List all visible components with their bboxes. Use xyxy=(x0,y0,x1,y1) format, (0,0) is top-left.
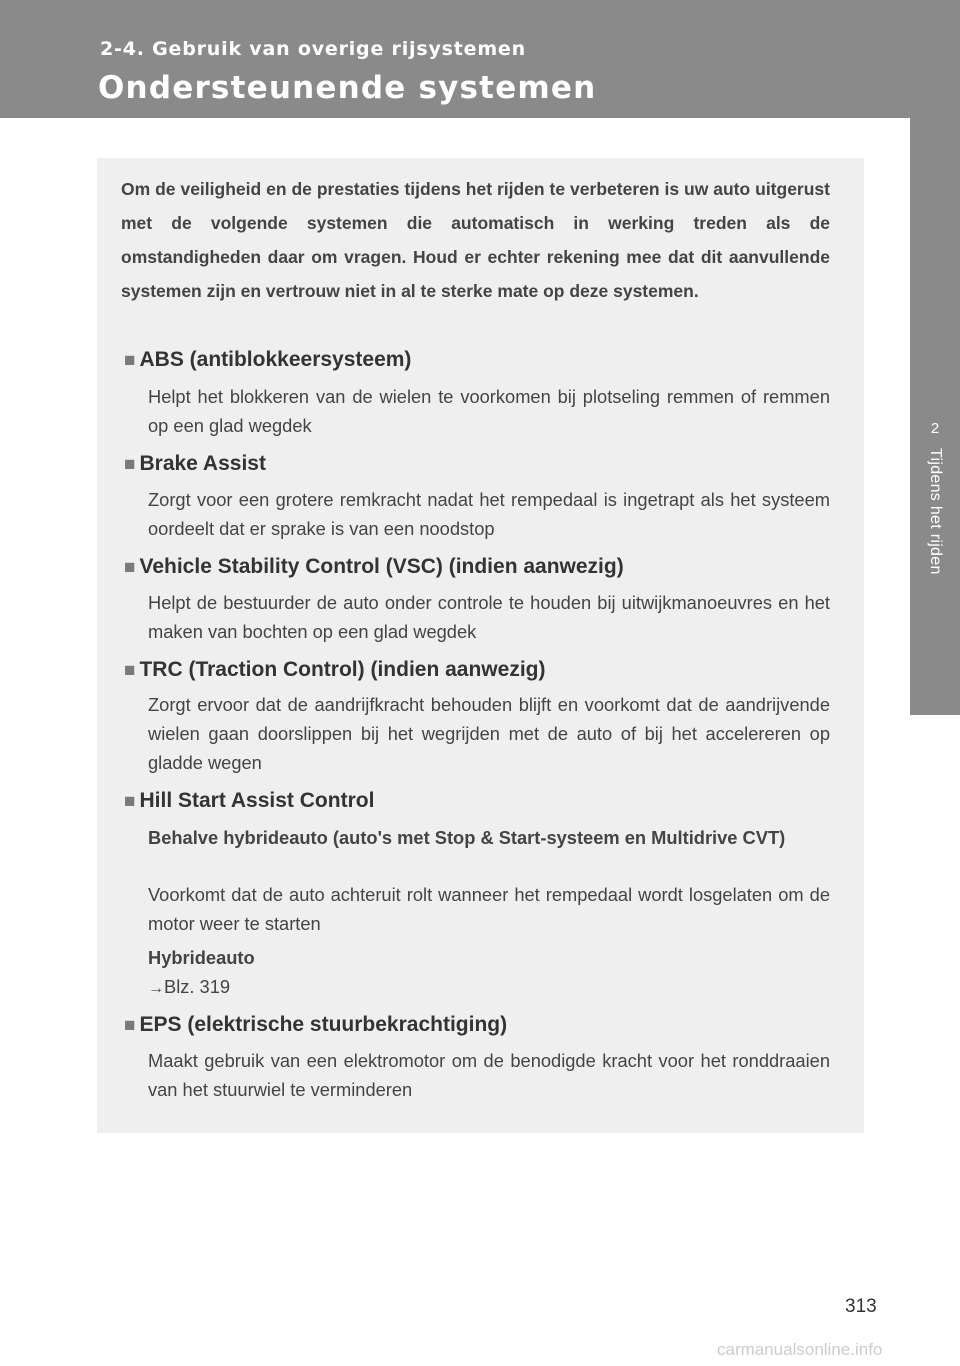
section-text-eps: Maakt gebruik van een elektromotor om de benodigde kracht voor het ronddraaien van het stuurwiel te verminderen xyxy=(148,1050,830,1100)
intro-paragraph: Om de veiligheid en de prestaties tijdens het rijden te verbeteren is uw auto uitgerust met de volgende systemen die automatisch in werking treden als de omstandigheden daar om vragen. Houd er echter rekening mee dat dit aanvullende systemen zijn en vertrouw niet in al te sterke mate op deze systemen. xyxy=(121,179,830,301)
hill-start-sub-label-non-hybrid: Behalve hybrideauto (auto's met Stop & Start-systeem en Multidrive CVT) xyxy=(148,827,786,848)
section-title-hill-start: ■ Hill Start Assist Control xyxy=(124,789,375,812)
section-title-brake-assist: ■ Brake Assist xyxy=(124,452,266,475)
square-bullet-icon: ■ xyxy=(124,454,136,475)
chapter-header xyxy=(0,0,960,118)
section-title-abs: ■ ABS (antiblokkeersysteem) xyxy=(124,348,412,371)
section-title-eps: ■ EPS (elektrische stuurbekrachtiging) xyxy=(124,1013,508,1036)
square-bullet-icon: ■ xyxy=(124,350,136,371)
section-text-brake-assist: Zorgt voor een grotere remkracht nadat het rempedaal is ingetrapt als het systeem oordeelt dat er sprake is van een noodstop xyxy=(148,489,830,539)
chapter-label: Tijdens het rijden xyxy=(927,448,944,575)
square-bullet-icon: ■ xyxy=(124,1015,136,1036)
chapter-side-tab xyxy=(910,118,960,715)
page-title: Ondersteunende systemen xyxy=(98,70,597,106)
chapter-number: 2 xyxy=(930,420,940,437)
section-text-trc: Zorgt ervoor dat de aandrijfkracht behouden blijft en voorkomt dat de aandrijvende wielen gaan doorslippen bij het wegrijden met de auto of bij het accelereren op gladde wegen xyxy=(148,694,830,773)
section-title-trc: ■ TRC (Traction Control) (indien aanwezig) xyxy=(124,658,546,681)
watermark: carmanualsonline.info xyxy=(717,1340,883,1359)
section-text-vsc: Helpt de bestuurder de auto onder controle te houden bij uitwijkmanoeuvres en het maken van bochten op een glad wegdek xyxy=(148,592,830,642)
arrow-right-icon: → xyxy=(148,980,164,997)
square-bullet-icon: ■ xyxy=(124,791,136,812)
square-bullet-icon: ■ xyxy=(124,557,136,578)
square-bullet-icon: ■ xyxy=(124,660,136,681)
hill-start-sub-text-non-hybrid: Voorkomt dat de auto achteruit rolt wanneer het rempedaal wordt losgelaten om de motor weer te starten xyxy=(148,884,830,934)
section-text-abs: Helpt het blokkeren van de wielen te voorkomen bij plotseling remmen of remmen op een glad wegdek xyxy=(148,386,830,436)
page-reference: →Blz. 319 xyxy=(148,976,231,997)
section-title-vsc: ■ Vehicle Stability Control (VSC) (indien aanwezig) xyxy=(124,555,624,578)
page-number: 313 xyxy=(845,1296,877,1317)
hill-start-sub-label-hybrid: Hybrideauto xyxy=(148,947,255,968)
section-label: 2-4. Gebruik van overige rijsystemen xyxy=(100,38,526,60)
